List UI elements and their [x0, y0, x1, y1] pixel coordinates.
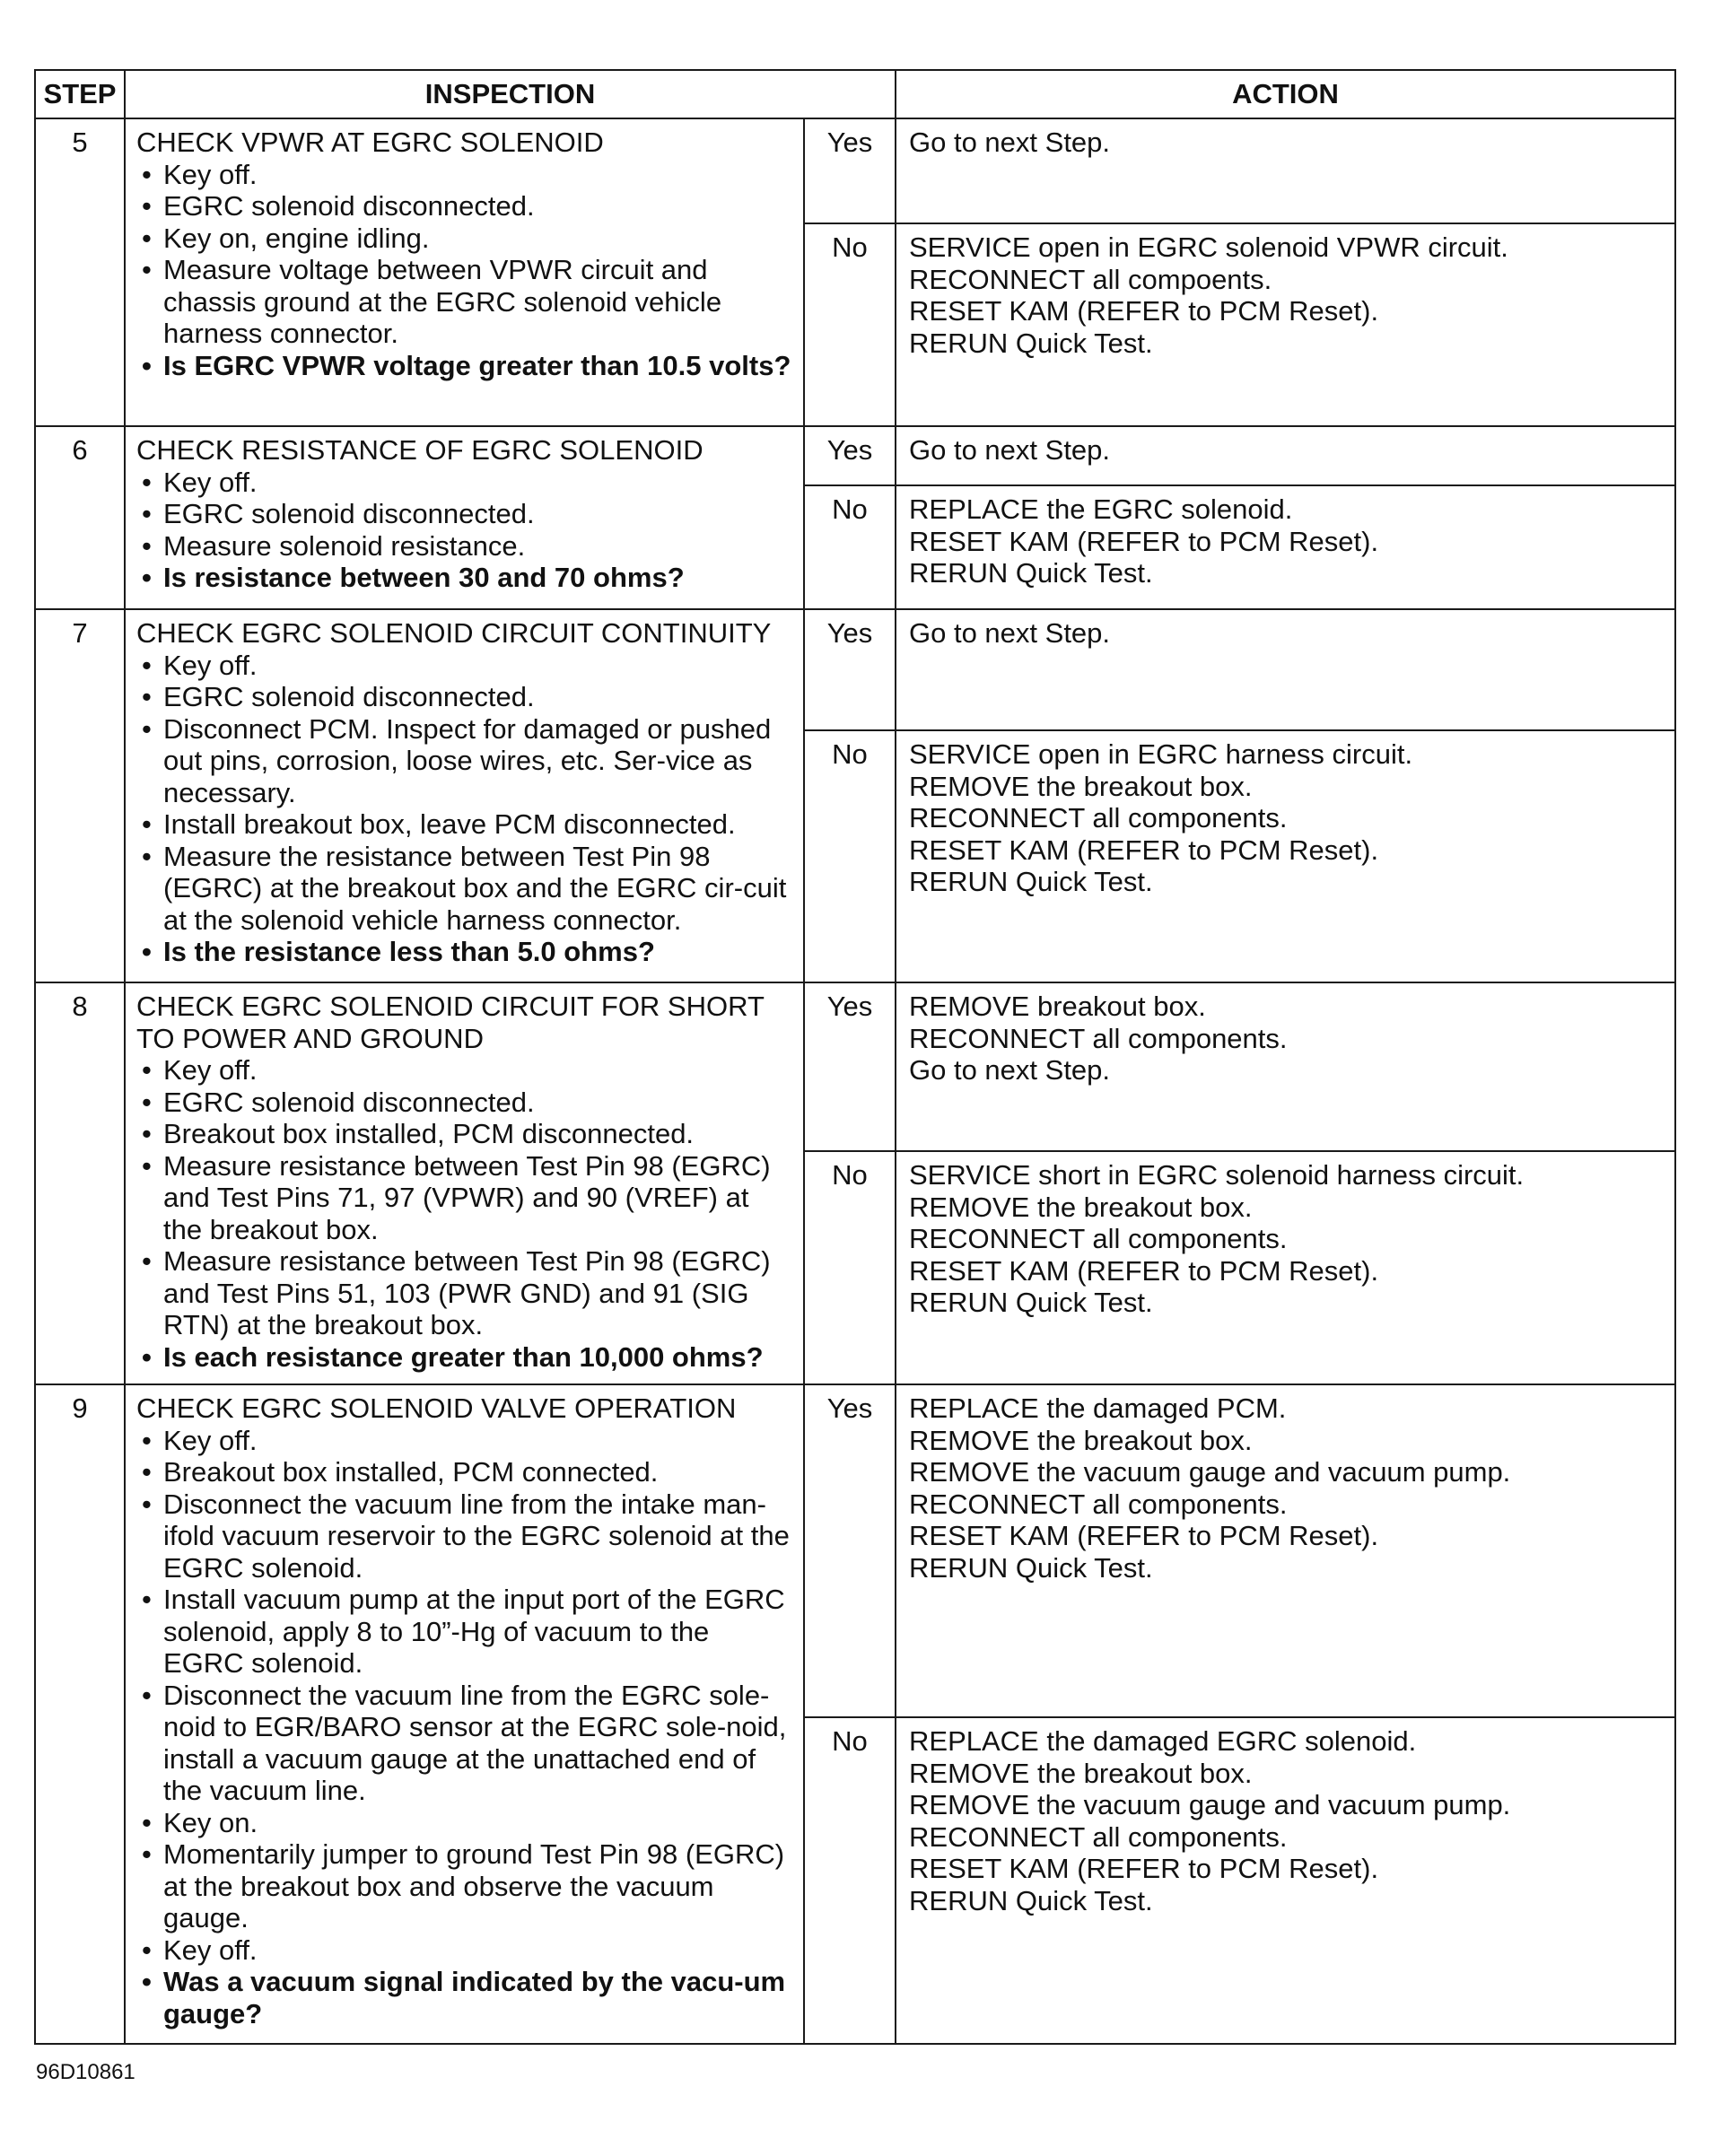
action-line: REMOVE the vacuum gauge and vacuum pump. — [909, 1789, 1511, 1820]
no-label: No — [804, 1151, 896, 1384]
inspection-bullet: • Measure the resistance between Test Pin 98 (EGRC) at the breakout box and the EGRC cir-cuit at the solenoid vehicle harness connector. — [136, 841, 794, 937]
yes-action — [896, 609, 1675, 730]
yes-label: Yes — [804, 609, 896, 730]
inspection-bullet: • EGRC solenoid disconnected. — [136, 681, 794, 713]
header-action: ACTION — [896, 70, 1675, 118]
step-row-yes — [35, 609, 1675, 730]
action-line: REMOVE the breakout box. — [909, 1424, 1253, 1456]
inspection-bullets — [136, 650, 794, 968]
inspection-cell — [125, 118, 804, 426]
yes-label: Yes — [804, 118, 896, 223]
action-line: Go to next Step. — [909, 434, 1111, 466]
yes-action — [896, 118, 1675, 223]
inspection-bullet: • Key off. — [136, 1054, 794, 1087]
no-label: No — [804, 730, 896, 982]
yes-action — [896, 426, 1675, 485]
no-label: No — [804, 1717, 896, 2044]
action-line: RERUN Quick Test. — [909, 327, 1153, 359]
no-label: No — [804, 223, 896, 426]
inspection-bullet: • Key off. — [136, 1934, 794, 1967]
action-line: RERUN Quick Test. — [909, 557, 1153, 589]
inspection-bullet: • Momentarily jumper to ground Test Pin 98 (EGRC) at the breakout box and observe the vacuum gauge. — [136, 1838, 794, 1934]
yes-action — [896, 982, 1675, 1151]
header-inspection: INSPECTION — [125, 70, 896, 118]
action-line: REPLACE the EGRC solenoid. — [909, 493, 1293, 525]
action-line: REMOVE the breakout box. — [909, 770, 1253, 802]
yes-label: Yes — [804, 982, 896, 1151]
action-line: RECONNECT all components. — [909, 1488, 1288, 1520]
inspection-cell — [125, 426, 804, 609]
action-line: RECONNECT all components. — [909, 1223, 1288, 1254]
inspection-bullet: • Breakout box installed, PCM connected. — [136, 1456, 794, 1488]
yes-label: Yes — [804, 426, 896, 485]
action-line: SERVICE short in EGRC solenoid harness circuit. — [909, 1159, 1525, 1191]
inspection-bullet: • Install breakout box, leave PCM disconnected. — [136, 808, 794, 841]
inspection-bullet: • Breakout box installed, PCM disconnected. — [136, 1118, 794, 1150]
no-action — [896, 730, 1675, 982]
action-line: Go to next Step. — [909, 1054, 1111, 1086]
inspection-bullets — [136, 1054, 794, 1373]
inspection-bullet: • Key off. — [136, 467, 794, 499]
yes-label: Yes — [804, 1384, 896, 1717]
inspection-title: CHECK RESISTANCE OF EGRC SOLENOID — [136, 434, 704, 466]
inspection-bullet: • Measure voltage between VPWR circuit and chassis ground at the EGRC solenoid vehicle harness connector. — [136, 254, 794, 350]
inspection-cell — [125, 1384, 804, 2044]
action-line: Go to next Step. — [909, 127, 1111, 158]
inspection-cell — [125, 609, 804, 982]
inspection-bullet: • EGRC solenoid disconnected. — [136, 1087, 794, 1119]
no-action — [896, 485, 1675, 609]
inspection-bullets — [136, 159, 794, 382]
inspection-bullet: • Install vacuum pump at the input port of the EGRC solenoid, apply 8 to 10”-Hg of vacuum to the EGRC solenoid. — [136, 1584, 794, 1680]
action-line: RECONNECT all components. — [909, 1820, 1288, 1853]
action-line: RESET KAM (REFER to PCM Reset). — [909, 834, 1379, 866]
step-number: 9 — [35, 1384, 125, 2044]
action-line: RESET KAM (REFER to PCM Reset). — [909, 525, 1379, 557]
inspection-bullet: • Key off. — [136, 159, 794, 191]
action-line: RERUN Quick Test. — [909, 1551, 1153, 1584]
action-line: Go to next Step. — [909, 617, 1111, 649]
inspection-bullets — [136, 1425, 794, 2030]
no-action — [896, 223, 1675, 426]
inspection-title: CHECK EGRC SOLENOID VALVE OPERATION — [136, 1392, 737, 1424]
inspection-bullet: • Disconnect the vacuum line from the intake man-ifold vacuum reservoir to the EGRC solenoid at the EGRC solenoid. — [136, 1488, 794, 1584]
header-step: STEP — [35, 70, 125, 118]
inspection-bullet: • Key on. — [136, 1807, 794, 1839]
action-line: RESET KAM (REFER to PCM Reset). — [909, 1254, 1379, 1287]
inspection-bullet: • Measure resistance between Test Pin 98 (EGRC) and Test Pins 71, 97 (VPWR) and 90 (VREF) at the breakout box. — [136, 1150, 794, 1246]
figure-code: 96D10861 — [36, 2060, 135, 2084]
yes-action — [896, 1384, 1675, 1717]
step-row-yes — [35, 1384, 1675, 1717]
no-action — [896, 1717, 1675, 2044]
action-line: SERVICE open in EGRC harness circuit. — [909, 738, 1413, 770]
no-action — [896, 1151, 1675, 1384]
inspection-question: • Is resistance between 30 and 70 ohms? — [136, 562, 794, 594]
action-line: REPLACE the damaged PCM. — [909, 1392, 1287, 1424]
inspection-bullet: • Disconnect the vacuum line from the EGRC sole-noid to EGR/BARO sensor at the EGRC sole-noid, install a vacuum gauge at the unattached end of the vacuum line. — [136, 1680, 794, 1807]
step-row-yes — [35, 118, 1675, 223]
inspection-title: CHECK VPWR AT EGRC SOLENOID — [136, 127, 604, 158]
step-row-yes — [35, 426, 1675, 485]
step-number: 8 — [35, 982, 125, 1384]
inspection-bullet: • EGRC solenoid disconnected. — [136, 498, 794, 530]
action-line: RESET KAM (REFER to PCM Reset). — [909, 1853, 1379, 1884]
step-number: 5 — [35, 118, 125, 426]
inspection-bullet: • EGRC solenoid disconnected. — [136, 190, 794, 223]
action-line: RESET KAM (REFER to PCM Reset). — [909, 1520, 1379, 1551]
action-line: RECONNECT all compoents. — [909, 263, 1272, 295]
action-line: REMOVE the breakout box. — [909, 1191, 1253, 1223]
inspection-question: • Is each resistance greater than 10,000 ohms? — [136, 1341, 794, 1374]
action-line: RECONNECT all components. — [909, 802, 1288, 834]
inspection-question: • Was a vacuum signal indicated by the vacu-um gauge? — [136, 1966, 794, 2029]
action-line: REMOVE the breakout box. — [909, 1757, 1253, 1789]
inspection-bullet: • Key off. — [136, 650, 794, 682]
diagnostic-table — [34, 69, 1676, 2045]
action-line: RECONNECT all components. — [909, 1022, 1288, 1054]
inspection-bullet: • Key on, engine idling. — [136, 223, 794, 255]
action-line: RESET KAM (REFER to PCM Reset). — [909, 295, 1379, 327]
inspection-title: CHECK EGRC SOLENOID CIRCUIT CONTINUITY — [136, 617, 772, 649]
inspection-question: • Is EGRC VPWR voltage greater than 10.5 volts? — [136, 350, 794, 382]
action-line: REMOVE breakout box. — [909, 991, 1206, 1022]
header-row — [35, 70, 1675, 118]
inspection-question: • Is the resistance less than 5.0 ohms? — [136, 936, 794, 968]
inspection-cell — [125, 982, 804, 1384]
step-number: 6 — [35, 426, 125, 609]
inspection-bullet: • Disconnect PCM. Inspect for damaged or pushed out pins, corrosion, loose wires, etc. Ser-vice as necessary. — [136, 713, 794, 809]
action-line: RERUN Quick Test. — [909, 1884, 1153, 1916]
action-line: SERVICE open in EGRC solenoid VPWR circuit. — [909, 231, 1508, 263]
inspection-bullets — [136, 467, 794, 594]
inspection-bullet: • Measure solenoid resistance. — [136, 530, 794, 563]
action-line: RERUN Quick Test. — [909, 1287, 1153, 1318]
action-line: REPLACE the damaged EGRC solenoid. — [909, 1725, 1417, 1757]
step-number: 7 — [35, 609, 125, 982]
step-row-yes — [35, 982, 1675, 1151]
inspection-bullet: • Measure resistance between Test Pin 98 (EGRC) and Test Pins 51, 103 (PWR GND) and 91 (SIG RTN) at the breakout box. — [136, 1245, 794, 1341]
action-line: RERUN Quick Test. — [909, 866, 1153, 897]
inspection-title: CHECK EGRC SOLENOID CIRCUIT FOR SHORT TO POWER AND GROUND — [136, 991, 765, 1054]
action-line: REMOVE the vacuum gauge and vacuum pump. — [909, 1456, 1511, 1488]
inspection-bullet: • Key off. — [136, 1425, 794, 1457]
no-label: No — [804, 485, 896, 609]
